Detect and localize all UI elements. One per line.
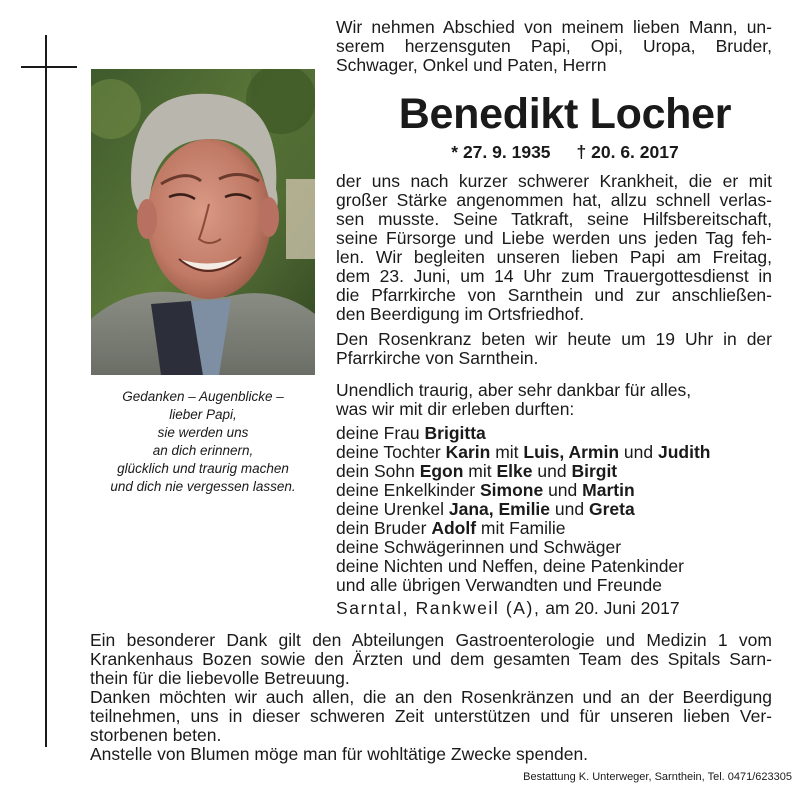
intro-line: Schwager, Onkel und Paten, Herrn (336, 55, 607, 75)
life-dates (335, 142, 795, 162)
funeral-home-credit: Bestattung K. Unterweger, Sarnthein, Tel. 0471/623305 (523, 771, 792, 783)
thanks-line: Ein besonderer Dank gilt den Abteilungen Gastroenterologie und Medizin 1 vom (90, 630, 772, 650)
family-member-line: deine Schwägerinnen und Schwäger (336, 537, 622, 557)
family-intro: Unendlich traurig, aber sehr dankbar für alles, (336, 380, 692, 400)
quote-line: an dich erinnern, (152, 443, 254, 458)
body-line: sen musste. Seine Tatkraft, seine Hilfsbereitschaft, (336, 209, 772, 229)
body-line: len. Wir begleiten unseren lieben Papi am Freitag, (336, 247, 772, 267)
quote-line: lieber Papi, (169, 407, 237, 422)
quote-line: glücklich und traurig machen (117, 461, 289, 476)
quote-line: sie werden uns (157, 425, 249, 440)
deceased-name: Benedikt Locher (398, 90, 732, 138)
portrait-photo (91, 69, 315, 375)
intro-line: serem herzensguten Papi, Opi, Uropa, Bruder, (336, 36, 772, 56)
family-member-line: deine Nichten und Neffen, deine Patenkinder (336, 556, 684, 576)
family-member-line: deine Urenkel Jana, Emilie und Greta (336, 499, 635, 519)
family-member-line: deine Tochter Karin mit Luis, Armin und Judith (336, 442, 711, 462)
intro-line: Wir nehmen Abschied von meinem lieben Mann, un- (336, 17, 772, 37)
body-line: dem 23. Juni, um 14 Uhr zum Trauergottesdienst in (336, 266, 772, 286)
quote-line: und dich nie vergessen lassen. (110, 479, 296, 494)
cross-symbol (21, 35, 81, 747)
birth-date: * 27. 9. 1935 (451, 142, 551, 162)
thanks-line: storbenen beten. (90, 725, 222, 745)
rosary-notice (336, 330, 772, 368)
family-member-line: dein Bruder Adolf mit Familie (336, 518, 566, 538)
family-member-line: und alle übrigen Verwandten und Freunde (336, 575, 662, 595)
memorial-quote (90, 388, 316, 496)
family-member-line: deine Enkelkinder Simone und Martin (336, 480, 635, 500)
mourners-list (336, 381, 772, 595)
rosary-line: Den Rosenkranz beten wir heute um 19 Uhr in der (336, 329, 772, 349)
acknowledgements (90, 631, 772, 764)
family-member-line: deine Frau Brigitta (336, 423, 486, 443)
rosary-line: Pfarrkirche von Sarnthein. (336, 348, 539, 368)
thanks-line: Krankenhaus Bozen sowie den Ärzten und dem gesamten Team des Spitals Sarn- (90, 649, 772, 669)
thanks-line: Anstelle von Blumen möge man für wohltätige Zwecke spenden. (90, 744, 589, 764)
quote-line: Gedanken – Augenblicke – (122, 389, 284, 404)
body-line: der uns nach kurzer schwerer Krankheit, die er mit (336, 171, 772, 191)
place-and-date (336, 599, 680, 618)
body-line: seine Fürsorge und Liebe werden uns jeden Tag feh- (336, 228, 772, 248)
date: am 20. Juni 2017 (540, 598, 680, 618)
thanks-line: teilnehmen, uns in dieser schweren Zeit unterstützen und für unseren lieben Ver- (90, 706, 772, 726)
thanks-line: thein für die liebevolle Betreuung. (90, 668, 350, 688)
body-line: großer Stärke angenommen hat, allzu schnell verlas- (336, 190, 772, 210)
body-line: den Beerdigung im Ortsfriedhof. (336, 304, 585, 324)
intro-paragraph (336, 18, 772, 75)
family-member-line: dein Sohn Egon mit Elke und Birgit (336, 461, 618, 481)
place: Sarntal, Rankweil (A), (336, 598, 541, 618)
death-date: † 20. 6. 2017 (576, 142, 679, 162)
obituary-text (336, 172, 772, 324)
body-line: die Pfarrkirche von Sarnthein und zur anschließen- (336, 285, 772, 305)
family-intro: was wir mit dir erleben durften: (336, 399, 575, 419)
thanks-line: Danken möchten wir auch allen, die an den Rosenkränzen und an der Beerdigung (90, 687, 772, 707)
